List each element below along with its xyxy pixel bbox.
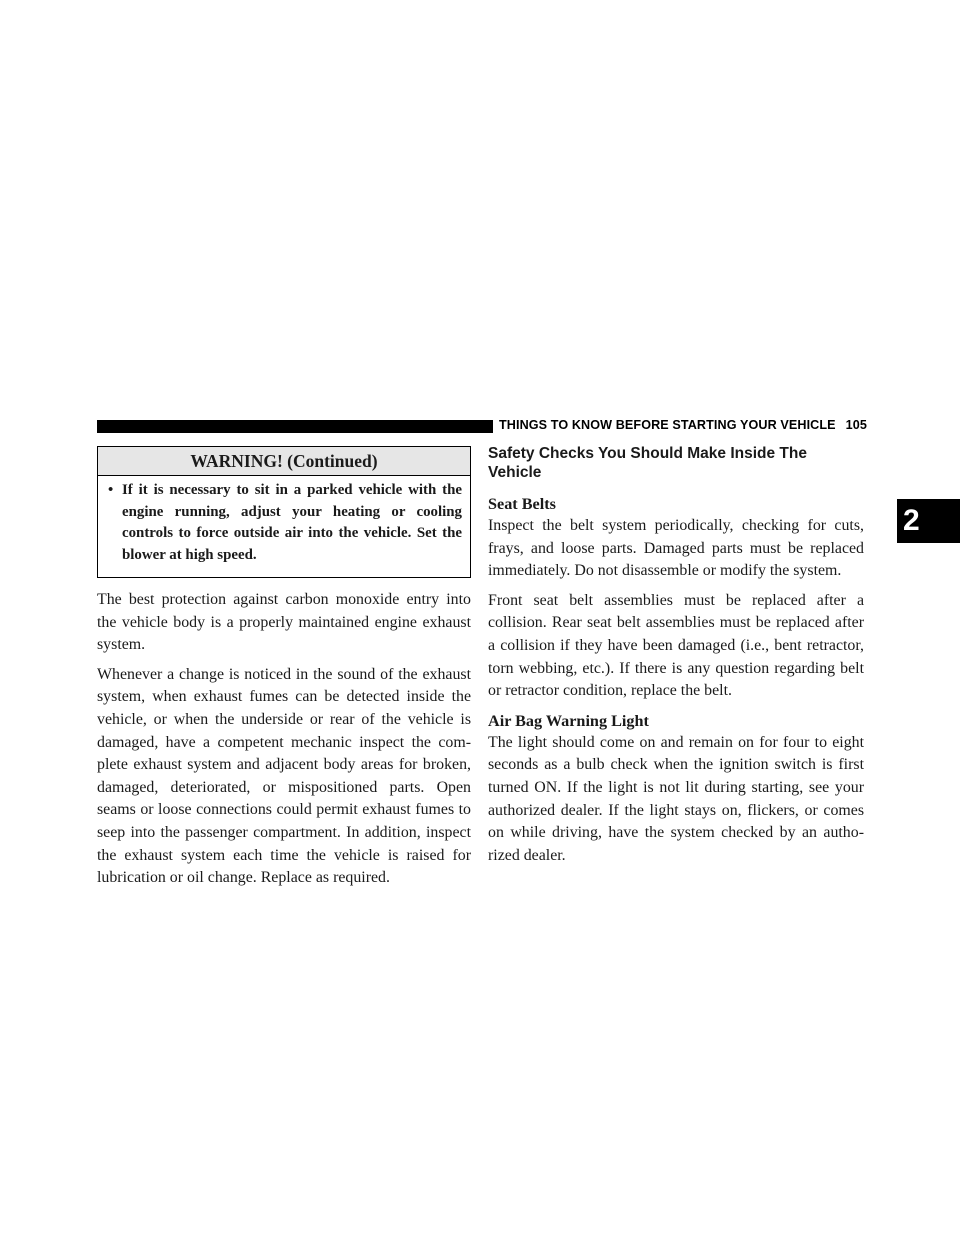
warning-heading: WARNING! (Continued) xyxy=(98,447,470,476)
paragraph-exhaust-protection: The best protection against carbon monoxide entry into the vehicle body is a properly maintained engine exhaust system. xyxy=(97,591,471,654)
header-rule xyxy=(97,420,493,433)
section-title: Safety Checks You Should Make Inside The Vehicle xyxy=(488,445,807,481)
paragraph-exhaust-inspection: Whenever a change is noticed in the sound of the exhaust system, when exhaust fumes can be detected inside the vehicle, or when the underside or rear of the vehicle is damaged, have a competent mechanic inspect the com-plete exhaust system and adjacent body areas for broken, damaged, deteriorated, or mispositioned parts. Open seams or loose connections could permit exhaust fumes to seep into the passenger compartment. In addition, inspect the exhaust system each time the vehicle is raised for lubrication or oil change. Replace as required. xyxy=(97,665,471,887)
running-header xyxy=(499,418,867,432)
paragraph-seat-belt-inspect: Inspect the belt system periodically, checking for cuts, frays, and loose parts. Damaged parts must be replaced immediately. Do not disassemble or modify the system. xyxy=(488,517,864,580)
chapter-tab: 2 xyxy=(897,499,960,543)
page-number: 105 xyxy=(845,418,867,432)
right-column xyxy=(488,445,864,874)
warning-item xyxy=(98,476,470,577)
air-bag-heading: Air Bag Warning Light xyxy=(488,711,649,730)
paragraph-seat-belt-replace: Front seat belt assemblies must be replaced after a collision. Rear seat belt assemblies must be replaced after a collision if they have been damaged (i.e., bent retractor, torn webbing, etc.). If there is any question regarding belt or retractor condition, replace the belt. xyxy=(488,591,864,700)
bullet-icon: • xyxy=(108,482,114,498)
header-title-text: THINGS TO KNOW BEFORE STARTING YOUR VEHICLE xyxy=(499,418,836,432)
left-column xyxy=(97,446,471,897)
warning-box xyxy=(97,446,471,578)
seat-belts-heading: Seat Belts xyxy=(488,495,556,513)
paragraph-air-bag-light: The light should come on and remain on for four to eight seconds as a bulb check when the ignition switch is first turned ON. If the light is not lit during starting, see your authorized dealer. If the light stays on, flickers, or comes on while driving, have the system checked by an autho-rized dealer. xyxy=(488,733,864,864)
warning-text: If it is necessary to sit in a parked vehicle with the engine running, adjust your heating or cooling controls to force outside air into the vehicle. Set the blower at high speed. xyxy=(122,482,462,563)
